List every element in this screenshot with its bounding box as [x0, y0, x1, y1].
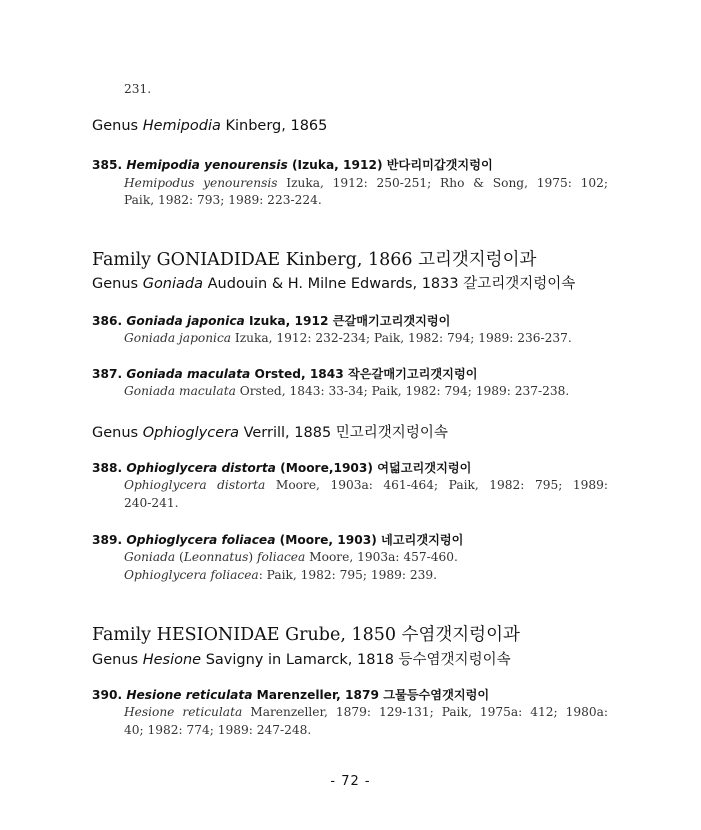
family-goniadidae-heading: Family GONIADIDAE Kinberg, 1866 고리갯지렁이과: [92, 250, 537, 270]
species-389-synonym-line-1: Goniada (Leonnatus) foliacea Moore, 1903a: 457-460.: [124, 550, 458, 564]
genus-ophioglycera-heading: Genus Ophioglycera Verrill, 1885 민고리갯지렁이속: [92, 425, 448, 441]
species-388-entry: 388. Ophioglycera distorta (Moore,1903) 여덟고리갯지렁이: [92, 461, 472, 475]
species-389-synonym-line-2: Ophioglycera foliacea: Paik, 1982: 795; 1989: 239.: [124, 568, 437, 582]
species-386-entry: 386. Goniada japonica Izuka, 1912 큰갈매기고리갯지렁이: [92, 314, 451, 328]
species-390-synonym-line-1: Hesione reticulata Marenzeller, 1879: 129-131; Paik, 1975a: 412; 1980a:: [124, 705, 608, 719]
genus-hemipodia-heading: Genus Hemipodia Kinberg, 1865: [92, 118, 328, 134]
genus-name: Hemipodia: [142, 118, 221, 134]
genus-hesione-heading: Genus Hesione Savigny in Lamarck, 1818 등수염갯지렁이속: [92, 652, 511, 668]
species-385-entry: 385. Hemipodia yenourensis (Izuka, 1912) 반다리미갑갯지렁이: [92, 158, 493, 172]
species-390-entry: 390. Hesione reticulata Marenzeller, 1879 그물등수염갯지렁이: [92, 688, 490, 702]
species-387-entry: 387. Goniada maculata Orsted, 1843 작은갈매기고리갯지렁이: [92, 367, 478, 381]
species-388-synonym-line-2: 240-241.: [124, 496, 179, 510]
species-389-entry: 389. Ophioglycera foliacea (Moore, 1903) 네고리갯지렁이: [92, 533, 464, 547]
species-390-synonym-line-2: 40; 1982: 774; 1989: 247-248.: [124, 723, 312, 737]
family-hesionidae-heading: Family HESIONIDAE Grube, 1850 수염갯지렁이과: [92, 625, 520, 645]
species-385-synonym-line-2: Paik, 1982: 793; 1989: 223-224.: [124, 193, 322, 207]
species-385-synonym-line-1: Hemipodus yenourensis Izuka, 1912: 250-251; Rho & Song, 1975: 102;: [124, 176, 608, 190]
top-fragment: 231.: [124, 82, 152, 96]
page-number: - 72 -: [330, 774, 371, 789]
genus-goniada-heading: Genus Goniada Audouin & H. Milne Edwards, 1833 갈고리갯지렁이속: [92, 276, 576, 292]
species-386-synonym-line-1: Goniada japonica Izuka, 1912: 232-234; Paik, 1982: 794; 1989: 236-237.: [124, 331, 572, 345]
species-387-synonym-line-1: Goniada maculata Orsted, 1843: 33-34; Paik, 1982: 794; 1989: 237-238.: [124, 384, 570, 398]
species-388-synonym-line-1: Ophioglycera distorta Moore, 1903a: 461-464; Paik, 1982: 795; 1989:: [124, 478, 608, 492]
